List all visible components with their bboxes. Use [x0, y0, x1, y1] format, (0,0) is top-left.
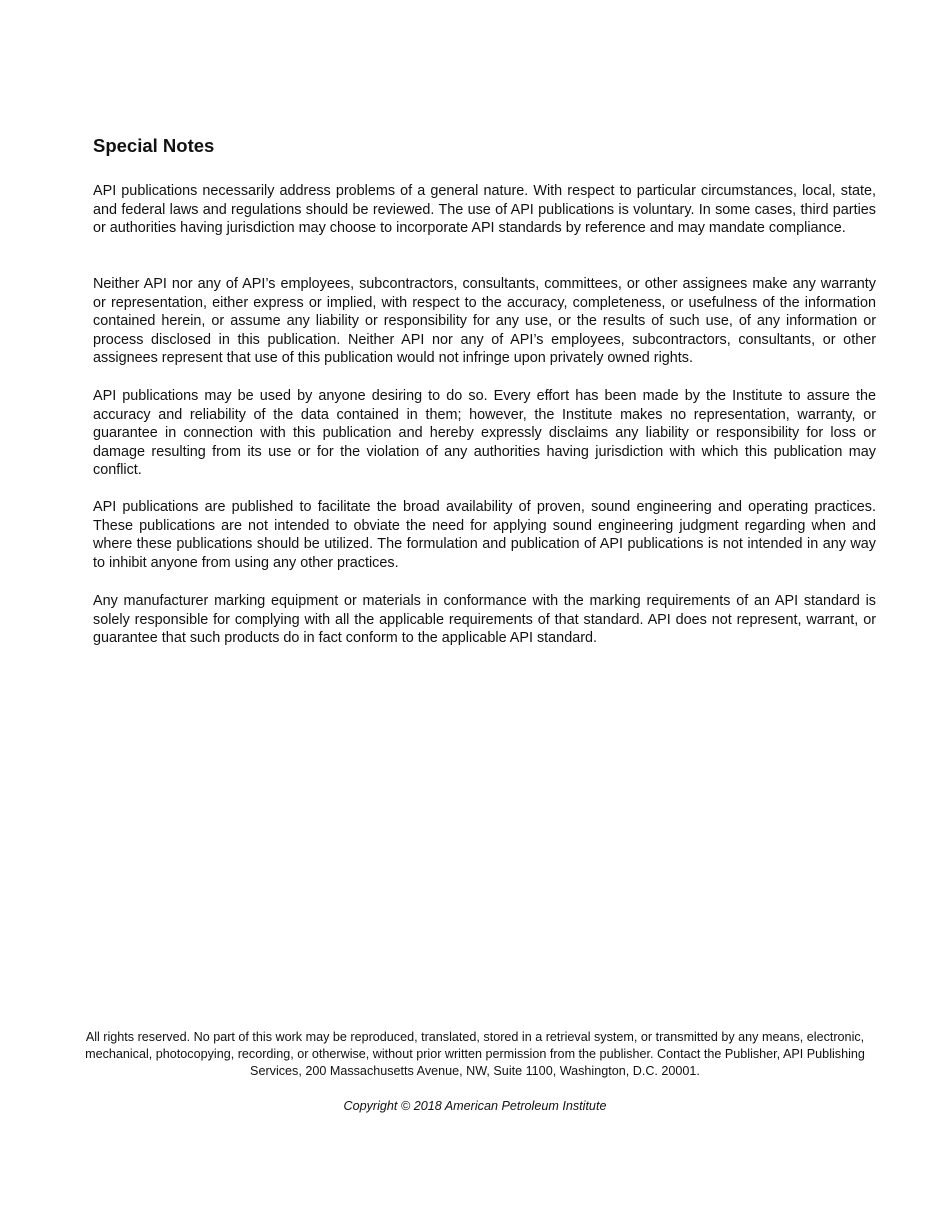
- footer-copyright: Copyright © 2018 American Petroleum Institute: [343, 1099, 607, 1113]
- page-title: Special Notes: [93, 135, 215, 156]
- paragraph-warranty-disclaimer: Neither API nor any of API’s employees, subcontractors, consultants, committees, or other assignees make any warranty or representation, either express or implied, with respect to the accuracy, completeness, or usefulness of the information contained herein, or assume any liability or responsibility for any use, or the results of such use, of any information or process disclosed in this publication. Neither API nor any of API’s employees, subcontractors, consultants, or other assignees represent that use of this publication would not infringe upon privately owned rights.: [93, 276, 876, 367]
- paragraph-scope: API publications necessarily address problems of a general nature. With respect to particular circumstances, local, state, and federal laws and regulations should be reviewed. The use of API publications is voluntary. In some cases, third parties or authorities having jurisdiction may choose to incorporate API standards by reference and may mandate compliance.: [93, 183, 876, 237]
- paragraph-purpose: API publications are published to facilitate the broad availability of proven, sound engineering and operating practices. These publications are not intended to obviate the need for applying sound engineering judgment regarding when and where these publications should be utilized. The formulation and publication of API publications is not intended in any way to inhibit anyone from using any other practices.: [93, 499, 876, 571]
- footer-rights-notice: All rights reserved. No part of this work may be reproduced, translated, stored in a retrieval system, or transmitted by any means, electronic, mechanical, photocopying, recording, or otherwise, without prior written permission from the publisher. Contact the Publisher, API Publishing Services, 200 Massachusetts Avenue, NW, Suite 1100, Washington, D.C. 20001.: [85, 1030, 865, 1078]
- paragraph-manufacturer-marking: Any manufacturer marking equipment or materials in conformance with the marking requirements of an API standard is solely responsible for complying with all the applicable requirements of that standard. API does not represent, warrant, or guarantee that such products do in fact conform to the applicable API standard.: [93, 593, 876, 647]
- paragraph-liability-disclaimer: API publications may be used by anyone desiring to do so. Every effort has been made by the Institute to assure the accuracy and reliability of the data contained in them; however, the Institute makes no representation, warranty, or guarantee in connection with this publication and hereby expressly disclaims any liability or responsibility for loss or damage resulting from its use or for the violation of any authorities having jurisdiction with which this publication may conflict.: [93, 388, 876, 479]
